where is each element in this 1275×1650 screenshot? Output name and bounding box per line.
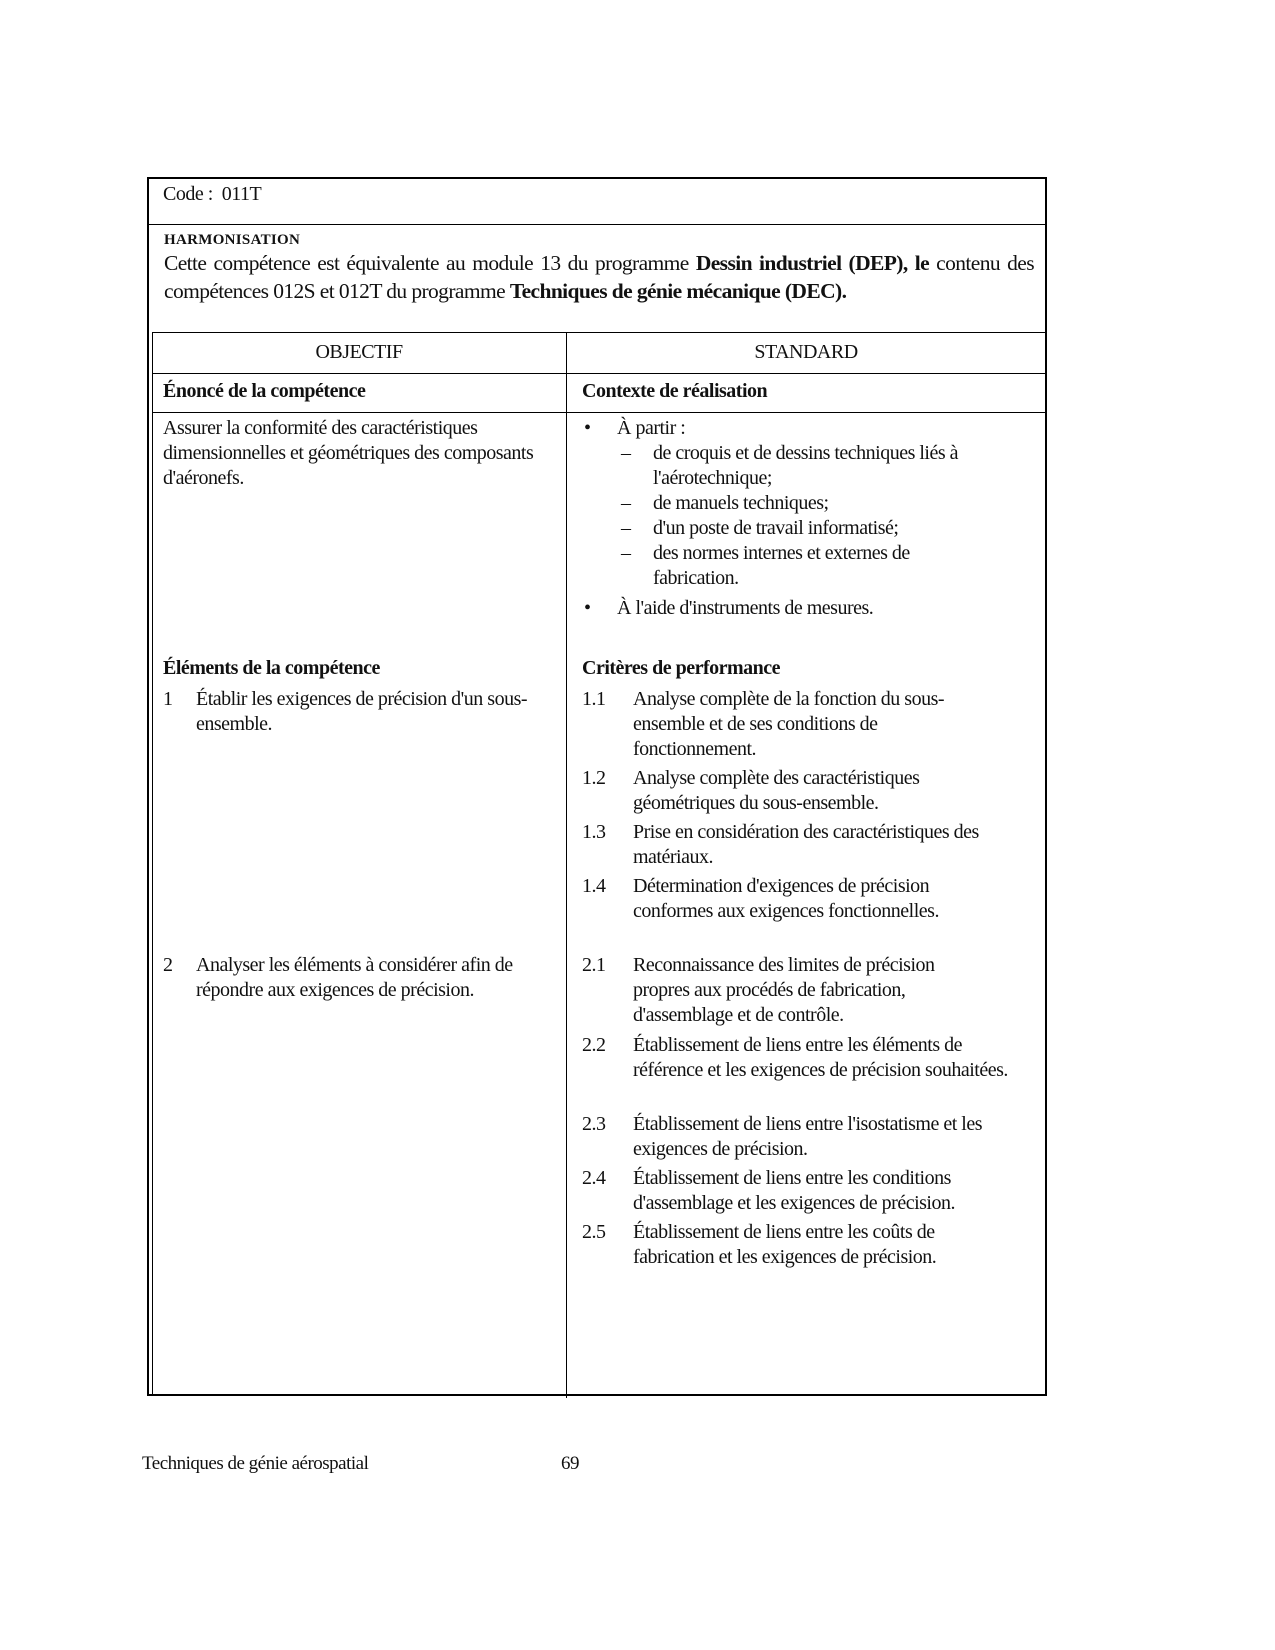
- bullet-icon: •: [584, 417, 591, 439]
- critere-item: 1.2 Analyse complète des caractéristiques géométriques du sous-ensemble.: [582, 767, 920, 814]
- column-divider: [566, 332, 567, 1398]
- sub-item: – des normes internes et externes de fabrication.: [621, 542, 910, 589]
- divider: [152, 412, 1045, 413]
- divider: [152, 332, 1045, 333]
- critere-item: 2.3 Établissement de liens entre l'isostatisme et les exigences de précision.: [582, 1113, 983, 1160]
- code-value: 011T: [221, 183, 262, 205]
- contexte-bullet: • À l'aide d'instruments de mesures.: [584, 597, 874, 619]
- code-label: Code :: [163, 183, 213, 205]
- sub-item: – de manuels techniques;: [621, 492, 829, 514]
- sub-item: – de croquis et de dessins techniques liés à l'aérotechnique;: [621, 442, 959, 489]
- contexte-bullet: • À partir : – de croquis et de dessins techniques liés à l'aérotechnique; – de manuels techniques; – d'un poste de travail informatisé; – des normes internes et externes de fabrication.: [582, 416, 1032, 591]
- inner-left-border: [152, 332, 153, 1394]
- sub-item: – d'un poste de travail informatisé;: [621, 517, 899, 539]
- enonce-title: Énoncé de la compétence: [163, 380, 366, 402]
- critere-item: 2.5 Établissement de liens entre les coûts de fabrication et les exigences de précision.: [582, 1221, 937, 1268]
- elements-title: Éléments de la compétence: [163, 657, 380, 679]
- harmonisation-title: HARMONISATION: [164, 232, 301, 248]
- critere-item: 2.1 Reconnaissance des limites de précision propres aux procédés de fabrication, d'assemblage et de contrôle.: [582, 954, 935, 1026]
- critere-item: 1.4 Détermination d'exigences de précision conformes aux exigences fonctionnelles.: [582, 875, 939, 922]
- enonce-text: Assurer la conformité des caractéristiques dimensionnelles et géométriques des composants d'aéronefs.: [163, 417, 534, 489]
- header-objectif: OBJECTIF: [315, 341, 403, 363]
- element-item: 1 Établir les exigences de précision d'un sous-ensemble.: [163, 688, 528, 735]
- critere-item: 2.2 Établissement de liens entre les éléments de référence et les exigences de précision souhaitées.: [582, 1034, 1008, 1081]
- harmonisation-text: Cette compétence est équivalente au module 13 du programme Dessin industriel (DEP), le contenu des compétences 012S et 012T du programme Techniques de génie mécanique (DEC).: [164, 251, 1034, 303]
- header-standard: STANDARD: [754, 341, 858, 363]
- critere-item: 2.4 Établissement de liens entre les conditions d'assemblage et les exigences de précision.: [582, 1167, 955, 1214]
- element-item: 2 Analyser les éléments à considérer afin de répondre aux exigences de précision.: [163, 954, 513, 1001]
- dash-icon: –: [621, 517, 631, 539]
- divider: [149, 224, 1045, 225]
- divider: [152, 373, 1045, 374]
- critere-item: 1.1 Analyse complète de la fonction du sous-ensemble et de ses conditions de fonctionnement.: [582, 688, 945, 760]
- contexte-list: [582, 416, 1032, 621]
- dash-icon: –: [621, 442, 631, 464]
- dash-icon: –: [621, 542, 631, 564]
- contexte-title: Contexte de réalisation: [582, 380, 768, 402]
- footer-page-number: 69: [561, 1453, 579, 1474]
- dash-icon: –: [621, 492, 631, 514]
- bullet-icon: •: [584, 597, 591, 619]
- code-line: [163, 182, 261, 207]
- criteres-title: Critères de performance: [582, 657, 781, 679]
- footer-program: Techniques de génie aérospatial: [142, 1453, 369, 1474]
- critere-item: 1.3 Prise en considération des caractéristiques des matériaux.: [582, 821, 979, 868]
